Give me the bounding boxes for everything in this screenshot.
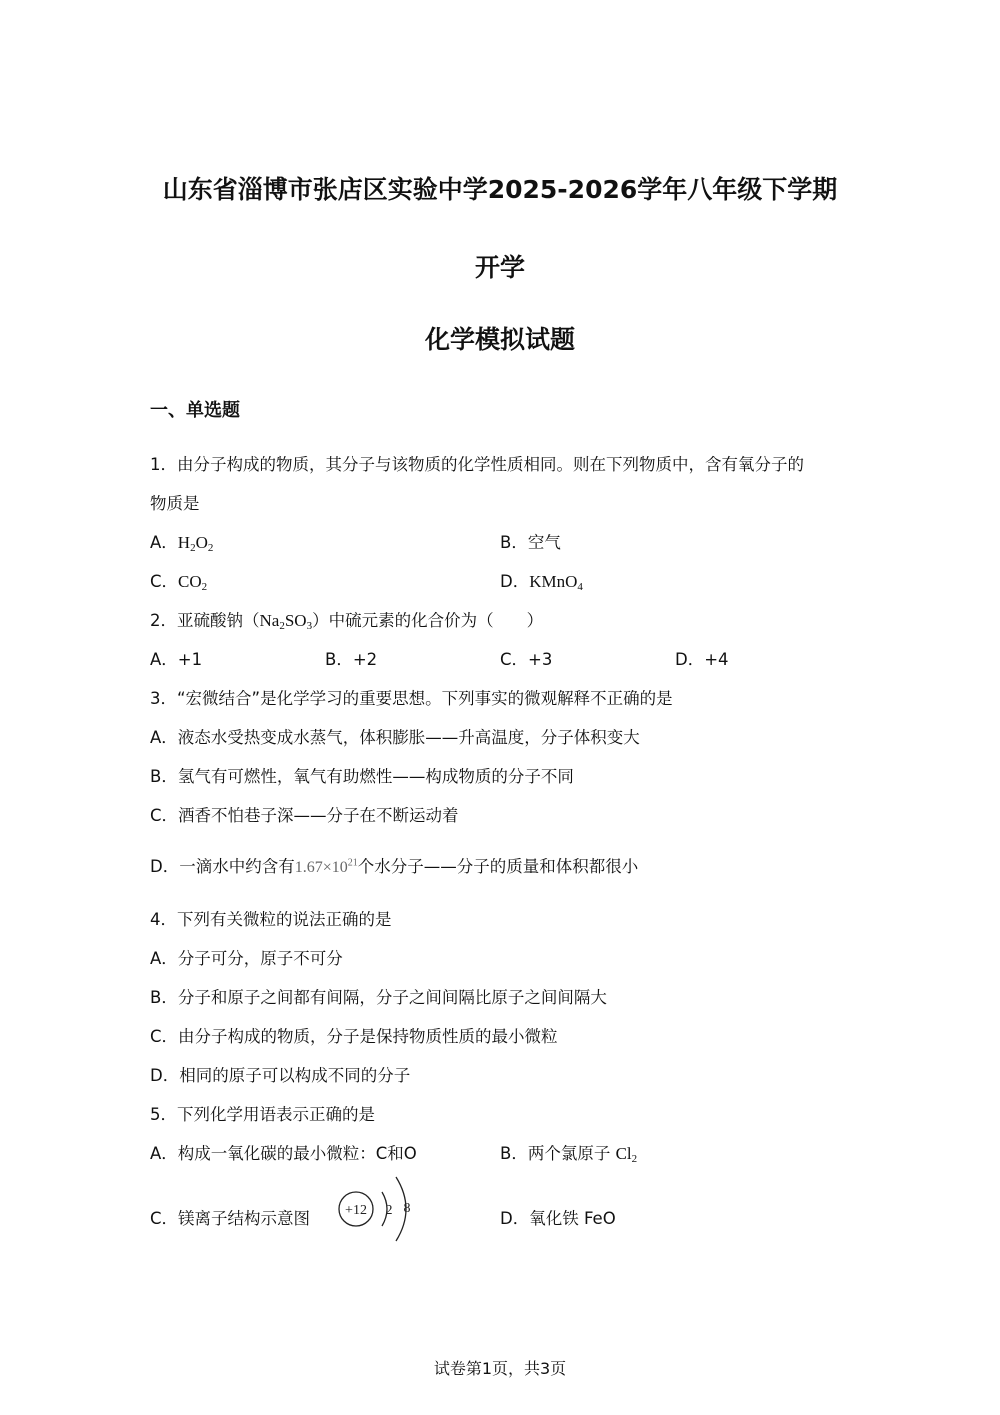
q2-sub1: 2 xyxy=(279,620,285,632)
q1-a-prefix: A． xyxy=(150,533,178,552)
q1-d-sub: 4 xyxy=(577,581,583,593)
q4-stem: 4．下列有关微粒的说法正确的是 xyxy=(150,910,392,929)
q3-d-exp: 21 xyxy=(347,857,358,869)
q1-a-h: H xyxy=(177,533,191,552)
q3-d-num: 1.67 xyxy=(294,859,323,876)
q3-option-b: B．氢气有可燃性，氧气有助燃性——构成物质的分子不同 xyxy=(150,767,574,786)
q3-stem: 3．“宏微结合”是化学学习的重要思想。下列事实的微观解释不正确的是 xyxy=(150,689,673,708)
q5-option-a: A．构成一氧化碳的最小微粒：C和O xyxy=(150,1144,417,1163)
q3-d-post: 个水分子——分子的质量和体积都很小 xyxy=(357,857,639,876)
q5-option-c: C．镁离子结构示意图 xyxy=(150,1209,311,1228)
q1-a-sub2: 2 xyxy=(207,542,214,554)
page-footer: 试卷第1页，共3页 xyxy=(433,1359,567,1378)
q1-a-o: O xyxy=(195,533,208,552)
q1-stem-line2: 物质是 xyxy=(150,494,200,513)
shell-1-count: 2 xyxy=(385,1203,393,1218)
q1-c-co: CO xyxy=(178,572,202,591)
q5-option-d: D．氧化铁 FeO xyxy=(500,1209,616,1228)
magnesium-ion-structure-diagram xyxy=(332,1172,422,1244)
q1-a-sub1: 2 xyxy=(190,542,196,554)
q2-option-c: C．+3 xyxy=(500,650,553,669)
q2-na: Na xyxy=(259,611,280,630)
shell-2-count: 8 xyxy=(403,1201,411,1216)
title-line-2: 开学 xyxy=(474,253,525,282)
q2-option-b: B．+2 xyxy=(325,650,378,669)
q3-option-a: A．液态水受热变成水蒸气，体积膨胀——升高温度，分子体积变大 xyxy=(150,728,640,747)
q1-d-main: KMnO xyxy=(529,572,578,591)
q2-so: SO xyxy=(284,611,307,630)
nucleus-charge: +12 xyxy=(345,1203,367,1218)
q1-option-c xyxy=(150,568,207,593)
q2-stem-pre: 2．亚硫酸钠（ xyxy=(150,611,260,630)
q5-b-sub: 2 xyxy=(631,1153,638,1165)
q2-stem xyxy=(150,607,543,632)
title-line-1: 山东省淄博市张店区实验中学2025-2026学年八年级下学期 xyxy=(162,175,838,204)
q1-d-prefix: D． xyxy=(500,572,530,591)
q4-option-a: A．分子可分，原子不可分 xyxy=(150,949,343,968)
q3-d-times: ×10 xyxy=(322,859,348,876)
q1-c-sub: 2 xyxy=(201,581,208,593)
q1-option-a xyxy=(150,529,213,554)
q4-option-c: C．由分子构成的物质，分子是保持物质性质的最小微粒 xyxy=(150,1027,558,1046)
q3-d-pre: D．一滴水中约含有 xyxy=(150,857,295,876)
q4-option-d: D．相同的原子可以构成不同的分子 xyxy=(150,1066,411,1085)
q2-stem-post: ）中硫元素的化合价为（ ） xyxy=(312,611,544,630)
q3-d-sci xyxy=(295,859,358,876)
title-line-3: 化学模拟试题 xyxy=(424,325,575,354)
q3-option-d xyxy=(150,853,638,877)
q2-option-a: A．+1 xyxy=(150,650,203,669)
q5-stem: 5．下列化学用语表示正确的是 xyxy=(150,1105,375,1124)
q5-option-b xyxy=(500,1140,637,1165)
q1-c-prefix: C． xyxy=(150,572,179,591)
q1-stem-line1: 1．由分子构成的物质，其分子与该物质的化学性质相同。则在下列物质中，含有氧分子的 xyxy=(150,455,804,474)
q1-option-d xyxy=(500,568,583,593)
q3-option-c: C．酒香不怕巷子深——分子在不断运动着 xyxy=(150,806,459,825)
q1-option-b: B．空气 xyxy=(500,533,561,552)
section-heading: 一、单选题 xyxy=(150,400,240,421)
q5-b-pre: B．两个氯原子 xyxy=(500,1144,616,1163)
q2-option-d: D．+4 xyxy=(675,650,729,669)
q2-sub2: 3 xyxy=(306,620,313,632)
q5-b-cl: Cl xyxy=(615,1144,632,1163)
q4-option-b: B．分子和原子之间都有间隔，分子之间间隔比原子之间间隔大 xyxy=(150,988,607,1007)
